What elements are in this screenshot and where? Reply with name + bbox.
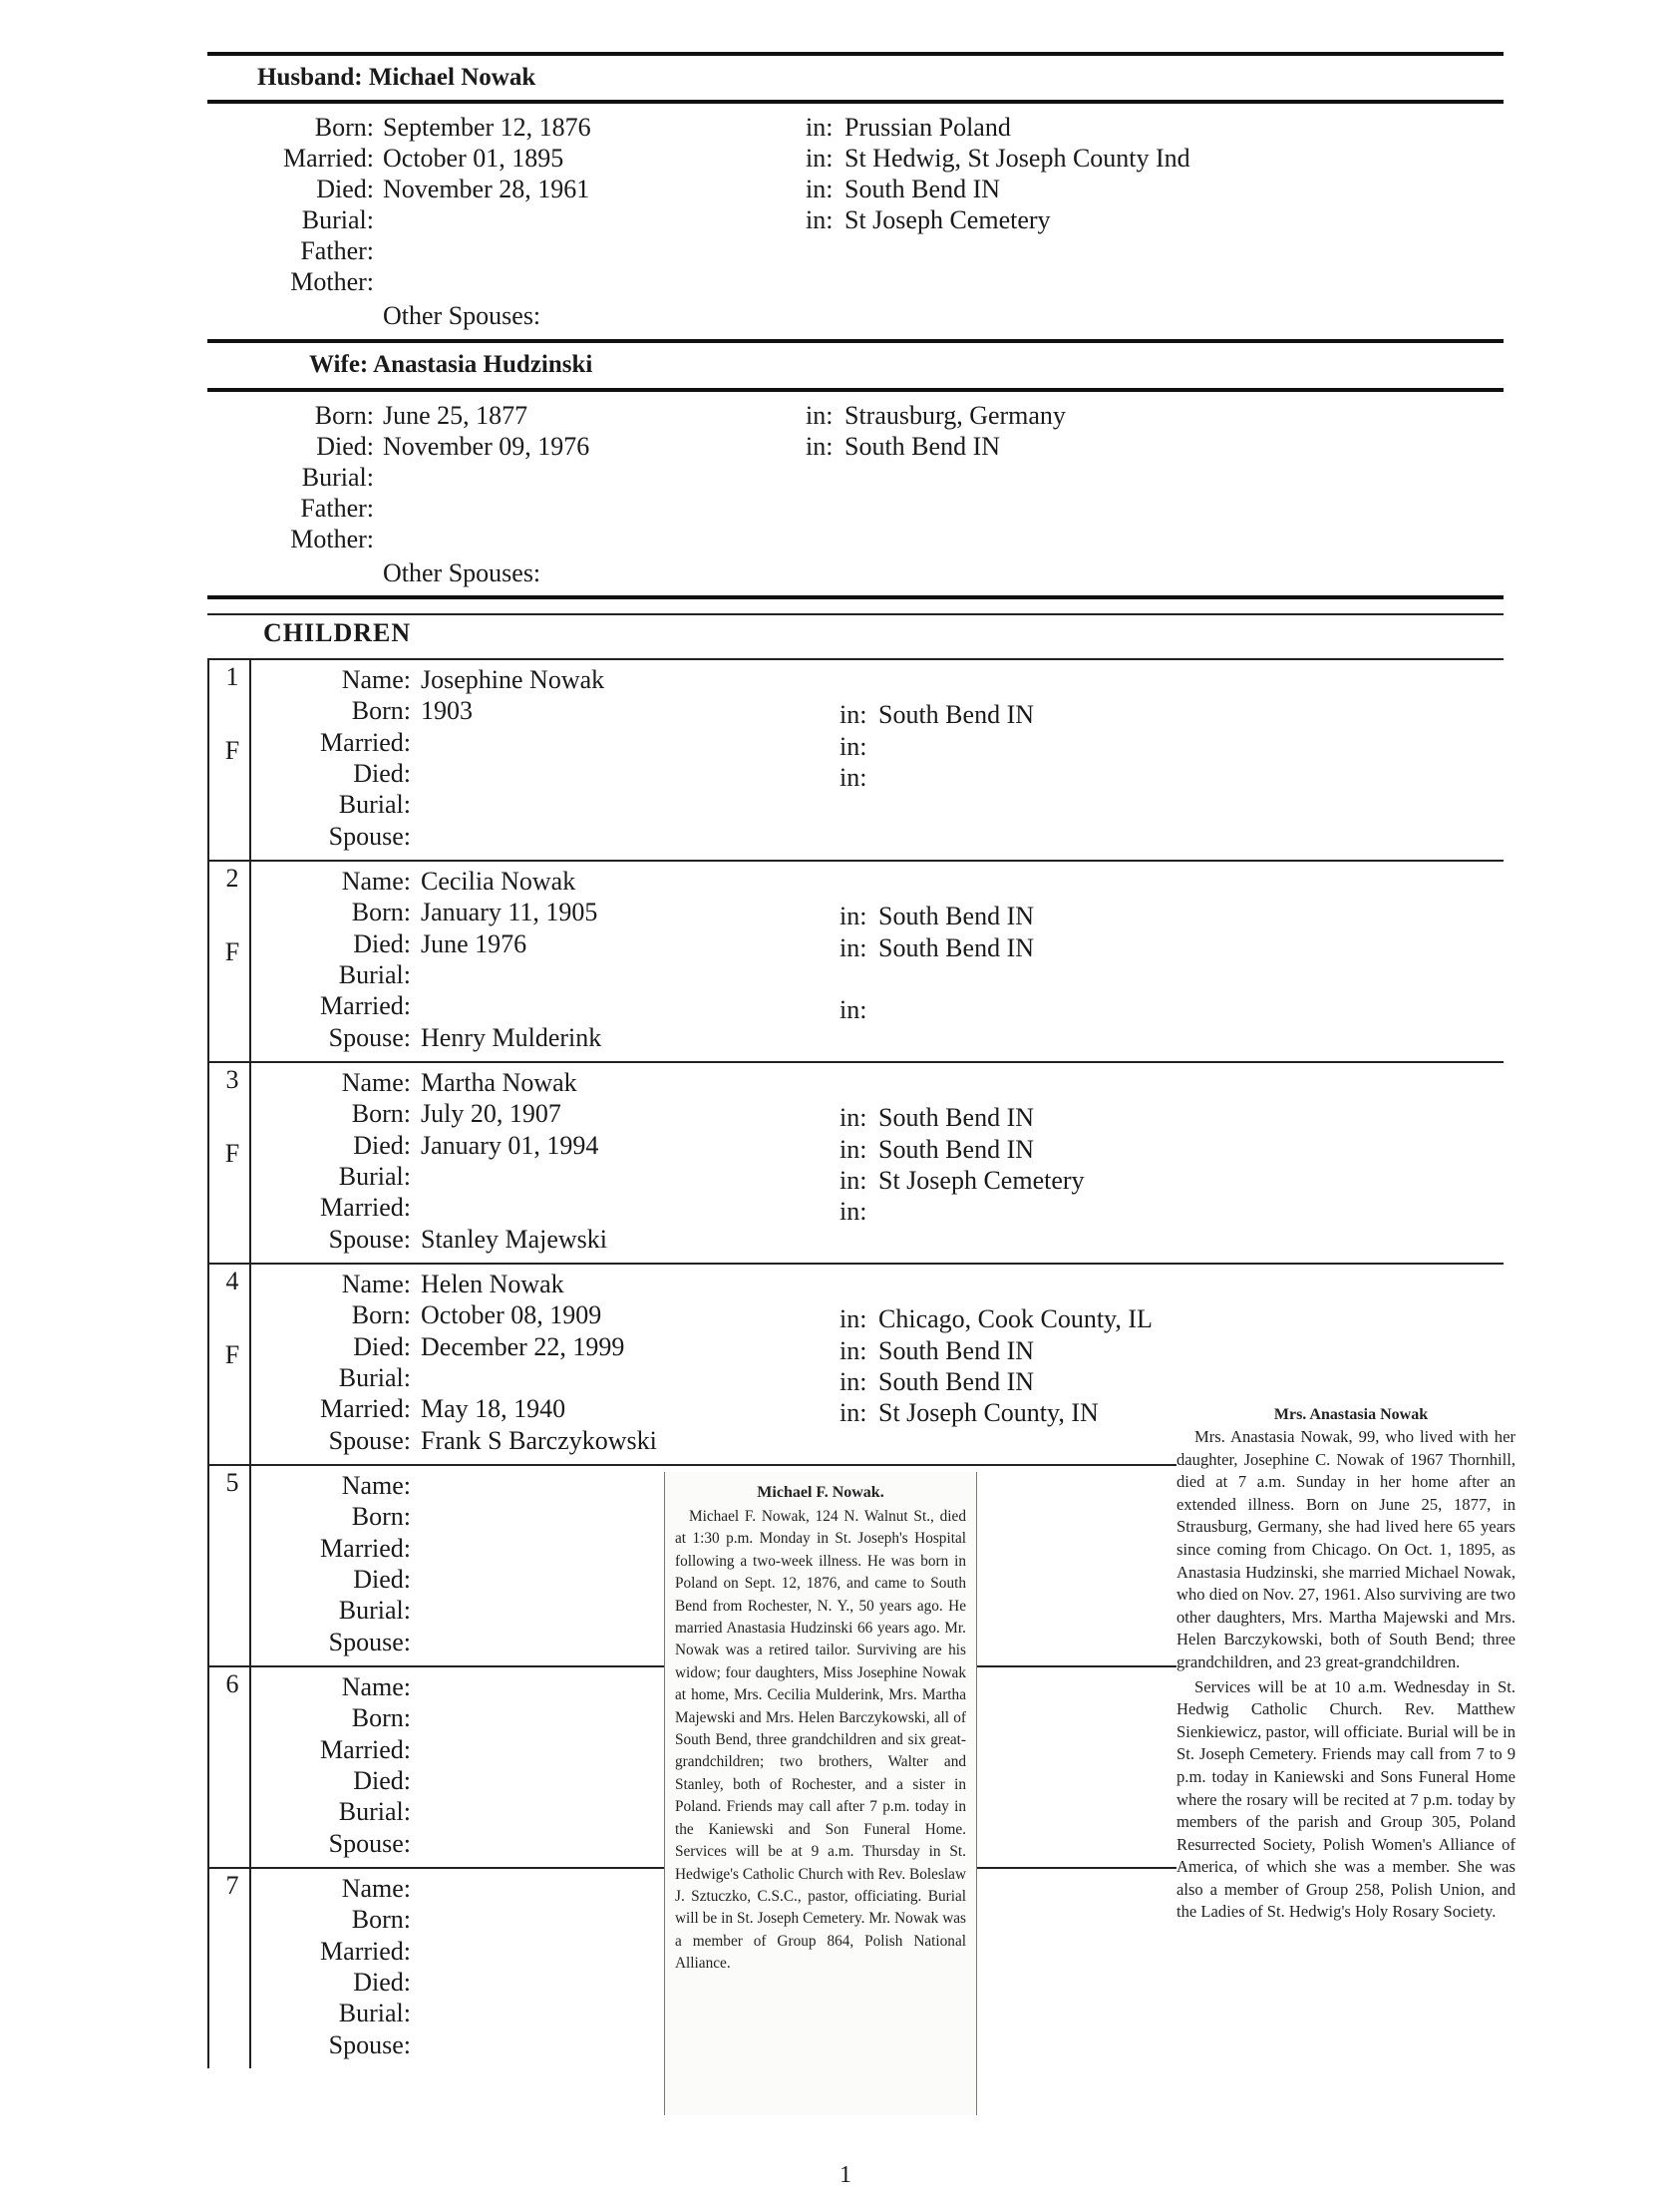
child-separator [207,1263,1504,1265]
child-field-value: Frank S Barczykowski [421,1425,657,1455]
obituary-anastasia-text-2: Services will be at 10 a.m. Wednesday in St. Hedwig Catholic Church. Rev. Matthew Sienkiewicz, pastor, will officiate. Burial will be in St. Joseph Cemetery. Friends may call from 7 to 9 p.m. today in Kaniewski and Sons Funeral Home where the rosary will be recited at 7 p.m. today by members of the parish and Group 305, Poland Resurrected Society, Polish Women's Alliance of America, of which she was a member. She was also a member of Group 258, Polish Union, and the Ladies of St. Hedwig's Holy Rosary Society. [1176,1676,1515,1922]
child-number: 7 [225,1871,239,1900]
child-field-label: Name: [341,1270,411,1298]
child-field-label: Name: [341,1874,411,1903]
child-separator [207,1061,1504,1063]
child-field-in-label: in: [840,1366,867,1396]
child-field-label: Born: [351,1905,411,1935]
child-field-value: Josephine Nowak [421,665,605,694]
child-field-in-value: South Bend IN [878,932,1034,962]
child-field-value: July 20, 1907 [421,1099,561,1129]
child-record [207,860,1504,1061]
genealogy-page: Husband: Michael Nowak Born: September 12, 1876 in: Prussian Poland Married: October 01, 1895 in: St Hedwig, St Joseph County Ind Died: November 28, 1961 in: South Bend IN Burial: in: St Joseph Cemetery Father: Mother: Other Spouses: Wife: Anastasia Hudzinski Born: June 25, 1877 in: Strausburg, Germany Died: November 09, 1976 in: South Bend IN Burial: Father: Mother: Other Spouses: CHILDREN 1 F Name: Josephine Nowak Born: 1903 in: South Bend IN Married: in: Died: in: Burial: Spouse: 2 F Name: Cecilia Nowak Born: January 11, 1905 in: South Bend IN Died: June 1976 in: South Bend IN Burial: Married: in: Spouse: Henry Mulderink 3 F Name: Martha Nowak Born: July 20, 1907 in: South Bend IN Died: January 01, 1994 in: South Bend IN Burial: in: St Joseph Cemetery Married: in: Spouse: Stanley Majewski 4 F Name: Helen Nowak Born: October 08, 1909 in: Chicago, Cook County, IL Died: December 22, 1999 in: South Bend IN Burial: in: South Bend IN Married: May 18, 1940 in: St Joseph County, IN Spouse: Frank S Barczykowski 5 Name: Born: Married: Died: Burial: Spouse: 6 Name: Born: Married: Died: Burial: Spouse: 7 Name: Born: Married: Died: Burial: Spouse: Michael F. Nowak. Michael F. Nowak, 124 N. Walnut St., died at 1:30 p.m. Monday in St. Joseph's Hospital following a two-week illness. He was born in Poland on Sept. 12, 1876, and came to South Bend from Rochester, N. Y., 50 years ago. He married Anastasia Hudzinski 66 years ago. Mr. Nowak was a retired tailor. Surviving are his widow; four daughters, Miss Josephine Nowak at home, Mrs. Cecilia Mulderink, Mrs. Martha Majewski and Mrs. Helen Barczykowski, all of South Bend, three grandchildren and six great-grandchildren; two brothers, Walter and Stanley, both of Rochester, and a sister in Poland. Friends may call after 7 p.m. today in the Kaniewski and Son Funeral Home. Services will be at 9 a.m. Thursday in St. Hedwige's Catholic Church with Rev. Boleslaw J. Sztuczko, C.S.C., pastor, officiating. Burial will be in St. Joseph Cemetery. Mr. Nowak was a member of Group 864, Polish National Alliance. Mrs. Anastasia Nowak Mrs. Anastasia Nowak, 99, who lived with her daughter, Josephine C. Nowak of 1967 Thornhill, died at 7 a.m. Sunday in her home after an extended illness. Born on June 25, 1877, in Strausburg, Germany, she had lived here 65 years since coming from Chicago. On Oct. 1, 1895, as Anastasia Hudzinski, she married Michael Nowak, who died on Nov. 27, 1961. Also surviving are two other daughters, Mrs. Martha Majewski and Mrs. Helen Barczykowski, both of South Bend; three grandchildren, and 23 great-grandchildren. Services will be at 10 a.m. Wednesday in St. Hedwig Catholic Church. Rev. Matthew Sienkiewicz, pastor, will officiate. Burial will be in St. Joseph Cemetery. Friends may call from 7 to 9 p.m. today in Kaniewski and Sons Funeral Home where the rosary will be recited at 7 p.m. today by members of the parish and Group 305, Poland Resurrected Society, Polish Women's Alliance of America, of which she was a member. She was also a member of Group 258, Polish Union, and the Ladies of St. Hedwig's Holy Rosary Society. 1 [0,0,1680,2199]
child-field-in-label: in: [840,1165,867,1195]
child-field-in-label: in: [840,1398,867,1428]
child-field-in-label: in: [840,700,867,730]
child-field-value: June 1976 [421,928,527,958]
child-field-label: Name: [341,1068,411,1097]
wife-heading: Wife: Anastasia Hudzinski [309,351,593,378]
child-field-label: Died: [353,1130,411,1160]
children-title: CHILDREN [263,618,412,647]
child-field-in-label: in: [840,1134,867,1164]
child-field-label: Born: [351,1502,411,1532]
child-field-label: Name: [341,1471,411,1500]
children-top-rule [207,595,1504,599]
child-sex: F [224,1139,240,1168]
child-field-value: Stanley Majewski [421,1224,608,1254]
child-field-in-label: in: [840,762,867,792]
child-field-label: Married: [320,991,411,1021]
child-field-in-label: in: [840,731,867,761]
child-field-label: Died: [353,1564,411,1594]
child-field-label: Spouse: [328,2029,411,2059]
child-record [207,658,1504,860]
child-field-in-value: South Bend IN [878,1134,1034,1164]
child-field-in-label: in: [840,902,867,931]
child-number: 3 [225,1065,239,1094]
child-field-label: Burial: [338,1596,411,1626]
child-field-in-value: South Bend IN [878,700,1034,730]
child-field-label: Married: [320,727,411,757]
child-field-in-label: in: [840,932,867,962]
obituary-michael-title: Michael F. Nowak. [757,1484,884,1501]
obituary-michael-text: Michael F. Nowak, 124 N. Walnut St., died at 1:30 p.m. Monday in St. Joseph's Hospital following a two-week illness. He was born in Poland on Sept. 12, 1876, and came to South Bend from Rochester, N. Y., 50 years ago. He married Anastasia Hudzinski 66 years ago. Mr. Nowak was a retired tailor. Surviving are his widow; four daughters, Miss Josephine Nowak at home, Mrs. Cecilia Mulderink, Mrs. Martha Majewski and Mrs. Helen Barczykowski, all of South Bend, three grandchildren and six great-grandchildren; two brothers, Walter and Stanley, both of Rochester, and a sister in Poland. Friends may call after 7 p.m. today in the Kaniewski and Son Funeral Home. Services will be at 9 a.m. Thursday in St. Hedwige's Catholic Church with Rev. Boleslaw J. Sztuczko, C.S.C., pastor, officiating. Burial will be in St. Joseph Cemetery. Mr. Nowak was a member of Group 864, Polish National Alliance. [675,1508,966,1973]
child-field-in-value: St Joseph County, IN [878,1398,1099,1428]
child-field-label: Died: [353,1331,411,1361]
child-field-label: Spouse: [328,1425,411,1455]
child-field-value: December 22, 1999 [421,1331,625,1361]
child-field-value: Martha Nowak [421,1068,577,1097]
child-field-in-value: South Bend IN [878,902,1034,931]
obituary-anastasia-clipping [1176,1406,1525,2124]
child-field-label: Born: [351,1099,411,1129]
child-field-in-value: Chicago, Cook County, IL [878,1304,1153,1334]
child-field-value: 1903 [421,696,473,726]
child-number: 5 [225,1468,239,1497]
child-field-label: Burial: [338,1362,411,1392]
child-sex: F [224,736,240,765]
child-field-in-value: St Joseph Cemetery [878,1165,1085,1195]
child-field-label: Spouse: [328,1627,411,1656]
child-field-label: Born: [351,696,411,726]
obituary-anastasia-title: Mrs. Anastasia Nowak [1273,1406,1429,1423]
child-field-label: Died: [353,1967,411,1997]
husband-name: Michael Nowak [368,64,536,91]
child-field-label: Born: [351,1703,411,1733]
child-field-label: Married: [320,1734,411,1764]
child-field-label: Spouse: [328,1022,411,1052]
child-field-label: Married: [320,1936,411,1966]
child-field-label: Name: [341,1672,411,1701]
child-field-value: Henry Mulderink [421,1022,602,1052]
header-rule [207,52,1504,56]
child-separator [207,658,1504,660]
husband-rule [207,100,1504,104]
child-field-in-label: in: [840,1197,867,1227]
child-number: 2 [225,864,239,893]
child-field-in-label: in: [840,1304,867,1334]
wife-rule [207,388,1504,392]
child-field-label: Born: [351,898,411,927]
child-number: 1 [225,662,239,691]
child-field-value: Cecilia Nowak [421,867,576,896]
child-field-value: October 08, 1909 [421,1300,602,1330]
wife-other-spouses: Other Spouses: [383,558,541,587]
child-field-value: May 18, 1940 [421,1394,566,1424]
wife-top-rule [207,339,1504,343]
child-field-label: Married: [320,1193,411,1223]
page-number: 1 [840,2162,851,2188]
child-field-label: Born: [351,1300,411,1330]
child-field-label: Married: [320,1533,411,1563]
child-field-label: Name: [341,665,411,694]
child-field-in-label: in: [840,1103,867,1133]
child-field-label: Spouse: [328,821,411,851]
child-field-in-label: in: [840,1335,867,1365]
child-field-value: Helen Nowak [421,1270,564,1298]
child-sex: F [224,937,240,966]
child-field-label: Married: [320,1394,411,1424]
obituary-michael-clipping [664,1472,977,2115]
child-field-label: Died: [353,1765,411,1795]
child-field-label: Spouse: [328,1828,411,1858]
child-field-in-value: South Bend IN [878,1335,1034,1365]
child-separator [207,860,1504,862]
child-number: 6 [225,1669,239,1698]
child-field-label: Name: [341,867,411,896]
child-field-label: Died: [353,928,411,958]
child-field-label: Burial: [338,790,411,820]
child-field-value: January 01, 1994 [421,1130,599,1160]
husband-heading: Husband: Michael Nowak [257,64,536,91]
child-field-label: Spouse: [328,1224,411,1254]
obituary-anastasia-text-1: Mrs. Anastasia Nowak, 99, who lived with her daughter, Josephine C. Nowak of 1967 Thornhill, died at 7 a.m. Sunday in her home after an extended illness. Born on June 25, 1877, in Strausburg, Germany, she had lived here 65 years since coming from Chicago. On Oct. 1, 1895, as Anastasia Hudzinski, she married Michael Nowak, who died on Nov. 27, 1961. Also surviving are two other daughters, Mrs. Martha Majewski and Mrs. Helen Barczykowski, both of South Bend; three grandchildren, and 23 great-grandchildren. [1176,1427,1515,1671]
husband-other-spouses: Other Spouses: [383,301,541,330]
child-field-in-value: South Bend IN [878,1103,1034,1133]
child-number: 4 [225,1267,239,1295]
child-field-label: Burial: [338,1797,411,1827]
child-field-label: Burial: [338,1161,411,1191]
children-second-rule [207,613,1504,615]
child-sex: F [224,1340,240,1369]
child-field-label: Died: [353,758,411,788]
child-field-value: January 11, 1905 [421,898,598,927]
child-field-in-label: in: [840,995,867,1025]
child-record [207,1061,1504,1263]
child-field-in-value: South Bend IN [878,1366,1034,1396]
child-field-label: Burial: [338,959,411,989]
child-field-label: Burial: [338,1999,411,2028]
wife-name: Anastasia Hudzinski [373,351,593,378]
